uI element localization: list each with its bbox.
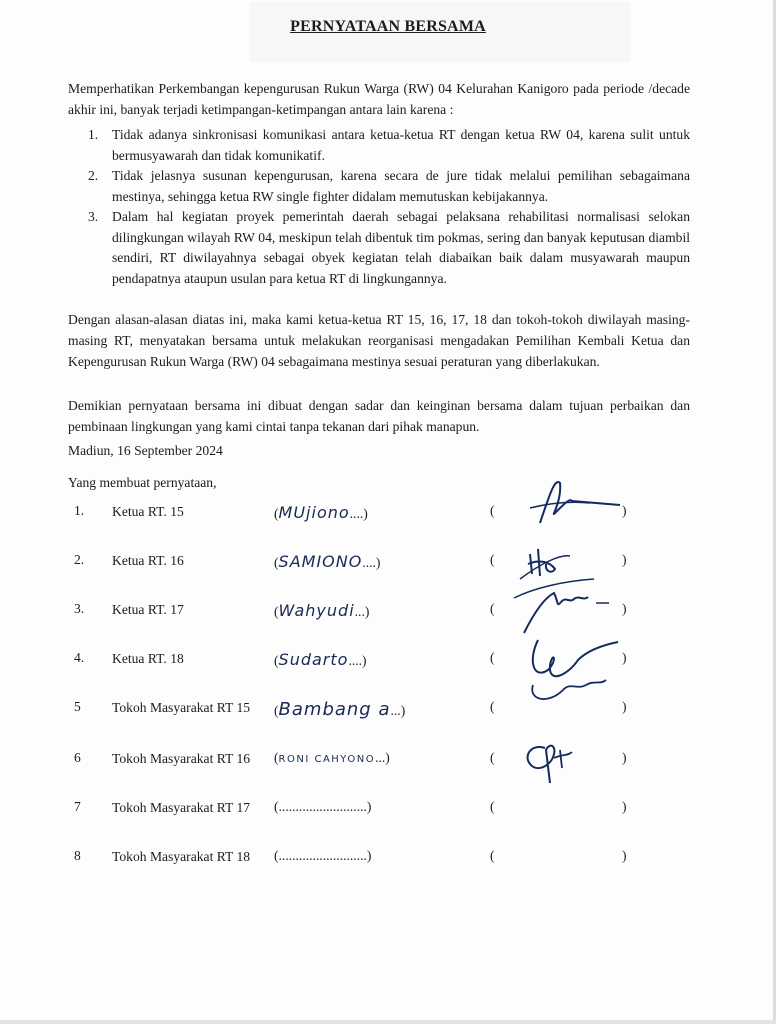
name-paren-open: (: [274, 604, 279, 619]
sig-paren-close: ): [622, 601, 627, 616]
signatory-role: Ketua RT. 15: [112, 504, 184, 519]
name-dots: ....: [348, 653, 363, 668]
name-slot: (..........................): [274, 848, 372, 863]
name-paren-close: ): [400, 703, 406, 718]
document-title: PERNYATAAN BERSAMA: [290, 18, 486, 35]
signature-slot: [490, 699, 630, 715]
signatory-row: [68, 699, 708, 739]
sig-paren-close: ): [622, 799, 627, 814]
sig-paren-open: (: [490, 848, 495, 863]
name-paren-open: (: [274, 506, 279, 521]
name-dots: ...: [390, 703, 401, 718]
signatory-row: [68, 650, 708, 690]
signatory-number: 5: [74, 699, 81, 714]
sig-paren-close: ): [622, 750, 627, 765]
reason-text: Tidak adanya sinkronisasi komunikasi antara ketua-ketua RT dengan ketua RW 04, karena sulit untuk bermusyawarah dan tidak komunikatif.: [112, 127, 690, 163]
signature-slot: [490, 799, 630, 815]
signatory-role: Tokoh Masyarakat RT 17: [112, 800, 251, 815]
handwritten-name: Bambang a: [278, 699, 391, 720]
signature-slot: [490, 503, 630, 519]
name-slot: [274, 699, 434, 720]
handwritten-name: SAMIONO: [278, 552, 363, 571]
name-dots: ....: [349, 506, 364, 521]
name-paren-open: (: [274, 703, 279, 718]
signatory-role: Ketua RT. 17: [112, 602, 184, 617]
name-dots: ...: [354, 604, 365, 619]
reason-text: Tidak jelasnya susunan kepengurusan, karena secara de jure tidak melalui pemilihan sebagaimana mestinya, sehingga ketua RW single fighter didalam memutuskan kebijakannya.: [112, 168, 690, 204]
signatory-role: Ketua RT. 16: [112, 553, 184, 568]
name-paren-close: ): [375, 555, 381, 570]
sig-paren-close: ): [622, 650, 627, 665]
signatory-role: Tokoh Masyarakat RT 15: [112, 700, 251, 715]
name-dots: ....: [362, 555, 376, 570]
reason-item: [88, 125, 690, 166]
signatory-role: Ketua RT. 18: [112, 651, 184, 666]
signatory-number: 6: [74, 750, 81, 765]
reason-number: 2.: [88, 168, 99, 183]
sig-paren-open: (: [490, 601, 495, 616]
signature-image: [510, 473, 630, 533]
name-slot: (..........................): [274, 799, 372, 814]
name-paren-close: ): [362, 653, 367, 668]
closing-paragraph: Demikian pernyataan bersama ini dibuat dengan sadar dan keinginan bersama dalam tujuan perbaikan dan pembinaan lingkungan yang kami cintai tanpa tekanan dari pihak manapun.: [68, 398, 690, 434]
name-paren-open: (: [274, 653, 279, 668]
name-slot: [274, 601, 434, 620]
name-paren-open: (: [274, 555, 279, 570]
signer-intro: Yang membuat pernyataan,: [68, 475, 217, 490]
signatory-number: 1.: [74, 503, 85, 518]
handwritten-name: MUjiono: [278, 503, 350, 522]
signature-image: [508, 630, 638, 710]
sig-paren-open: (: [490, 750, 495, 765]
reason-number: 3.: [88, 209, 99, 224]
signature-image: [510, 728, 600, 788]
sig-paren-open: (: [490, 552, 495, 567]
signature-slot: [490, 650, 630, 666]
signature-slot: [490, 601, 630, 617]
reason-item: [88, 166, 690, 207]
sig-paren-close: ): [622, 699, 627, 714]
signatory-row: [68, 848, 708, 888]
signatory-role: Tokoh Masyarakat RT 16: [112, 751, 251, 766]
signatory-number: 4.: [74, 650, 85, 665]
signatory-number: 2.: [74, 552, 85, 567]
signatory-row: [68, 799, 708, 839]
name-paren-close: ): [363, 506, 368, 521]
name-slot: [274, 750, 434, 766]
signature-slot: [490, 848, 630, 864]
name-paren-close: ): [385, 750, 390, 765]
signatory-row: [68, 750, 708, 790]
name-slot: [274, 503, 434, 522]
signatory-number: 7: [74, 799, 81, 814]
sig-paren-open: (: [490, 799, 495, 814]
signatory-number: 8: [74, 848, 81, 863]
handwritten-name: Sudarto: [278, 650, 349, 669]
sig-paren-open: (: [490, 503, 495, 518]
sig-paren-open: (: [490, 699, 495, 714]
name-slot: [274, 650, 434, 669]
sig-paren-open: (: [490, 650, 495, 665]
name-slot: [274, 552, 434, 571]
signatory-role: Tokoh Masyarakat RT 18: [112, 849, 251, 864]
sig-paren-close: ): [622, 552, 627, 567]
reason-number: 1.: [88, 127, 99, 142]
name-paren-open: (: [274, 750, 279, 765]
signature-slot: [490, 552, 630, 568]
handwritten-name: RONI CAHYONO: [278, 754, 376, 765]
name-paren-close: ): [364, 604, 370, 619]
signatory-number: 3.: [74, 601, 85, 616]
scan-bottom-edge: [0, 1020, 776, 1024]
intro-paragraph: Memperhatikan Perkembangan kepengurusan Rukun Warga (RW) 04 Kelurahan Kanigoro pada periode /decade akhir ini, banyak terjadi ketimpangan-ketimpangan antara lain karena :: [68, 81, 690, 117]
reason-item: [88, 207, 690, 289]
reason-text: Dalam hal kegiatan proyek pemerintah daerah sebagai pelaksana rehabilitasi normalisasi selokan dilingkungan wilayah RW 04, meskipun telah dibentuk tim pokmas, sering dan banyak keputusan diambil sendiri, RT diwilayahnya sebagai obyek kegiatan telah diabaikan baik dalam musyawarah maupun pendapatnya ataupun usulan para ketua RT di lingkungannya.: [112, 209, 690, 286]
signature-slot: [490, 750, 630, 766]
handwritten-name: Wahyudi: [278, 601, 355, 620]
place-date: Madiun, 16 September 2024: [68, 443, 223, 458]
reason-list: [88, 125, 690, 289]
name-dots: ...: [375, 750, 386, 765]
sig-paren-close: ): [622, 848, 627, 863]
declaration-paragraph: Dengan alasan-alasan diatas ini, maka kami ketua-ketua RT 15, 16, 17, 18 dan tokoh-tokoh diwilayah masing-masing RT, menyatakan bersama untuk melakukan reorganisasi mengadakan Pemilihan Kembali Ketua dan Kepengurusan Rukun Warga (RW) 04 sebagaimana mestinya sesuai peraturan yang diberlakukan.: [68, 312, 690, 369]
sig-paren-close: ): [622, 503, 627, 518]
